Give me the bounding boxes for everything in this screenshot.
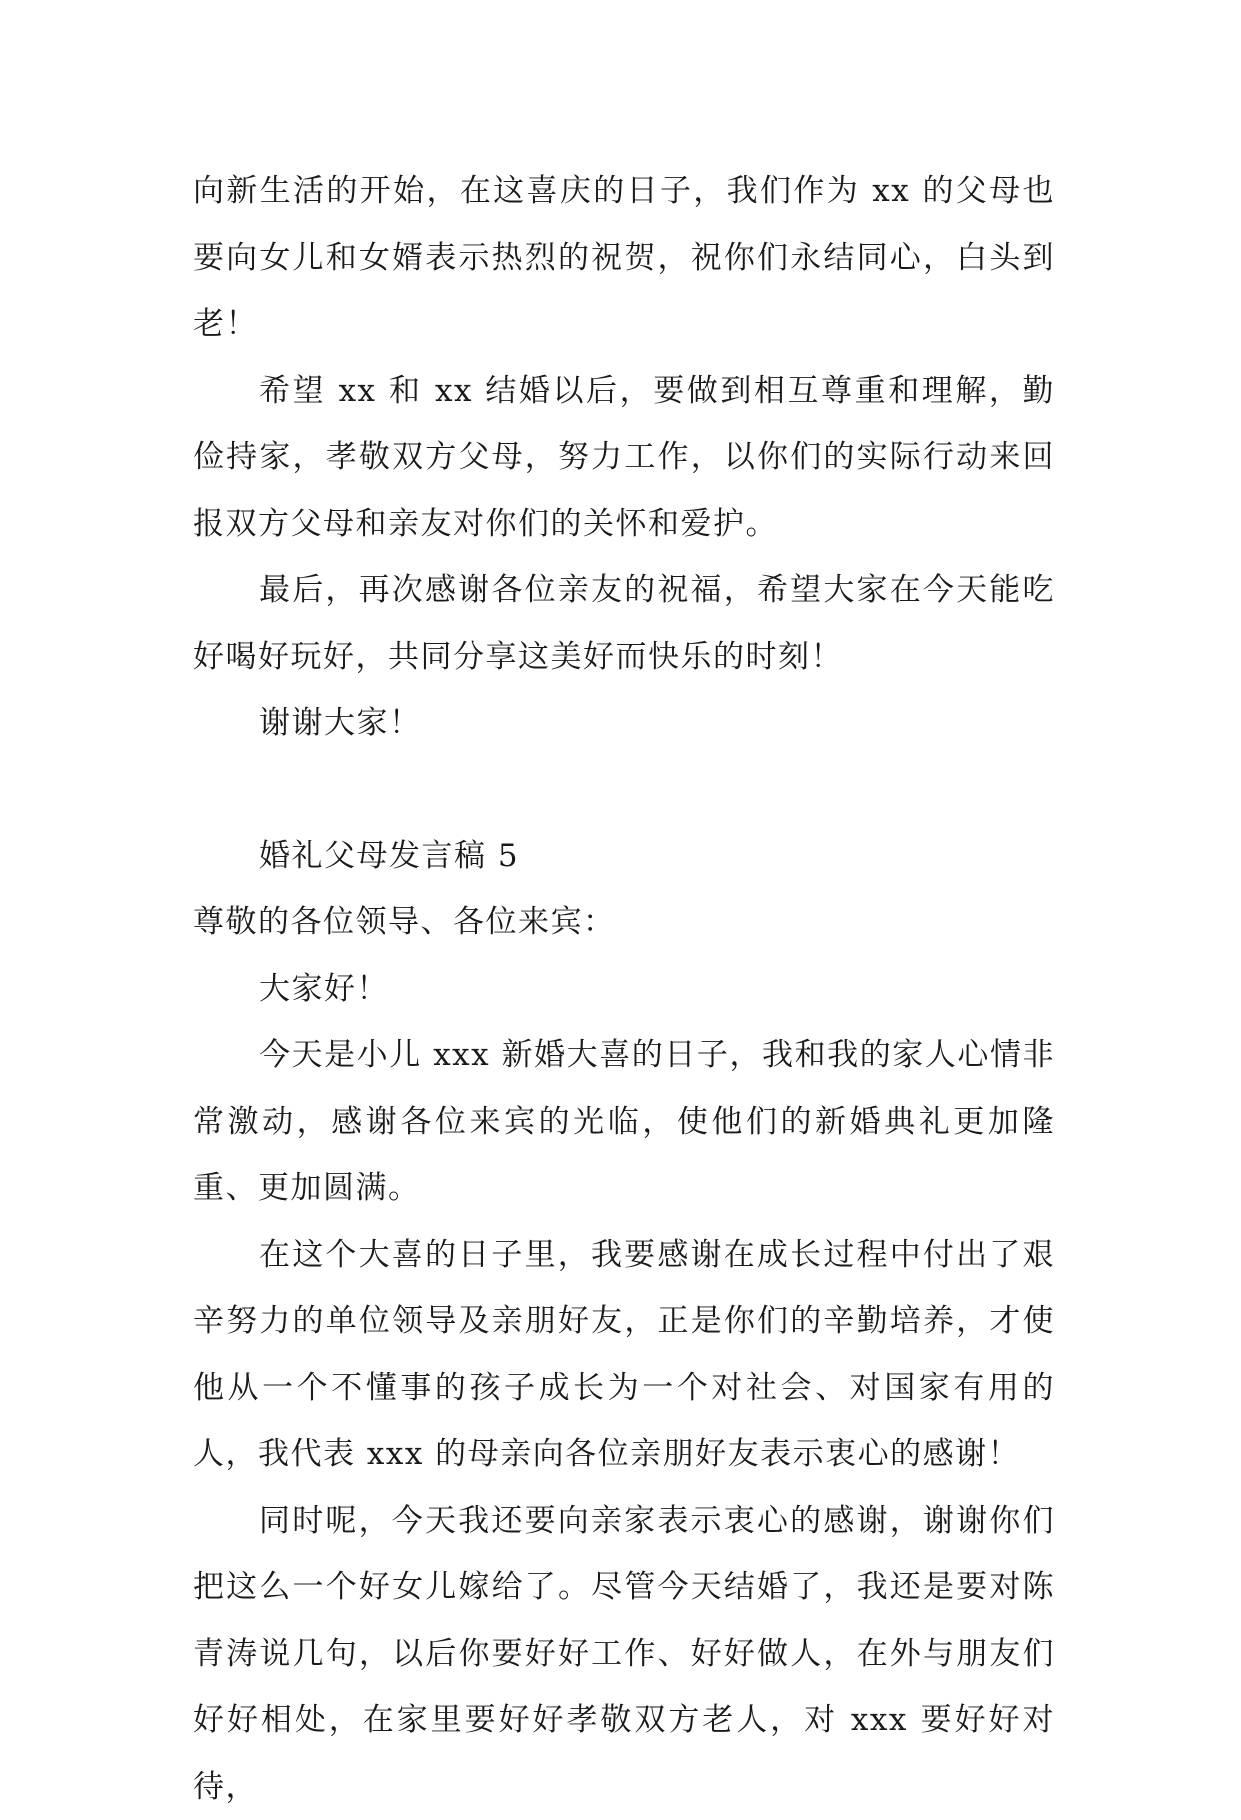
paragraph-in-laws: 同时呢，今天我还要向亲家表示衷心的感谢，谢谢你们把这么一个好女儿嫁给了。尽管今天结婚了，我还是要对陈青涛说几句，以后你要好好工作、好好做人，在外与朋友们好好相处，在家里要好好孝敬双方老人，对 xxx 要好好对待， [193,1488,1055,1820]
paragraph-greeting: 大家好！ [193,956,1055,1023]
salutation: 尊敬的各位领导、各位来宾： [193,889,1055,956]
paragraph-hope: 希望 xx 和 xx 结婚以后，要做到相互尊重和理解，勤俭持家，孝敬双方父母，努力工作，以你们的实际行动来回报双方父母和亲友对你们的关怀和爱护。 [193,358,1055,558]
paragraph-wedding-day: 今天是小儿 xxx 新婚大喜的日子，我和我的家人心情非常激动，感谢各位来宾的光临，使他们的新婚典礼更加隆重、更加圆满。 [193,1022,1055,1222]
section-spacer [193,757,1055,823]
paragraph-closing-thanks: 最后，再次感谢各位亲友的祝福，希望大家在今天能吃好喝好玩好，共同分享这美好而快乐的时刻！ [193,557,1055,690]
section-title: 婚礼父母发言稿 5 [193,823,1055,890]
document-body [193,158,1055,1820]
paragraph-gratitude: 在这个大喜的日子里，我要感谢在成长过程中付出了艰辛努力的单位领导及亲朋好友，正是你们的辛勤培养，才使他从一个不懂事的孩子成长为一个对社会、对国家有用的人，我代表 xxx 的母亲向各位亲朋好友表示衷心的感谢！ [193,1222,1055,1488]
paragraph-thank-you: 谢谢大家！ [193,690,1055,757]
paragraph-continuation: 向新生活的开始，在这喜庆的日子，我们作为 xx 的父母也要向女儿和女婿表示热烈的祝贺，祝你们永结同心，白头到老！ [193,158,1055,358]
